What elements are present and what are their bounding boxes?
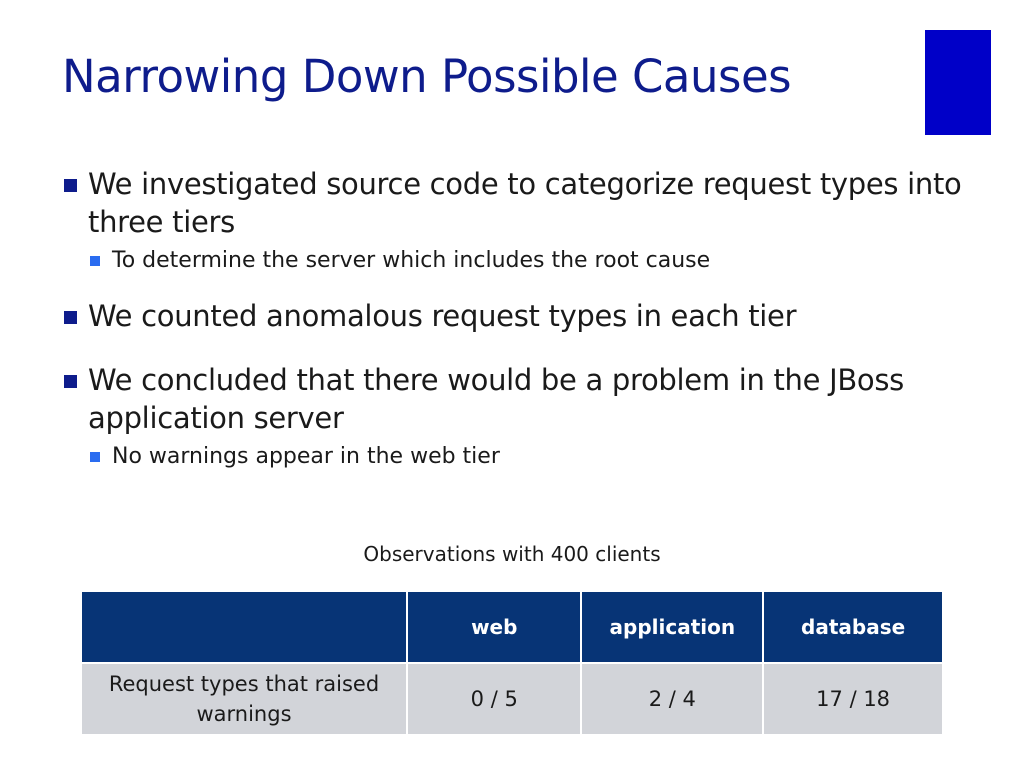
square-bullet-icon [64, 311, 77, 324]
bullet-item [62, 361, 962, 437]
bullet-text: We concluded that there would be a problem in the JBoss application server [88, 363, 904, 435]
bullet-text: We investigated source code to categorize request types into three tiers [88, 167, 962, 239]
sub-bullet-text: To determine the server which includes the root cause [112, 248, 711, 273]
observations-table [80, 590, 944, 736]
corner-accent-block [925, 30, 991, 135]
bullet-list [62, 165, 962, 471]
value-cell-application: 2 / 4 [581, 663, 763, 735]
row-label-cell: Request types that raised warnings [81, 663, 407, 735]
table-row [81, 663, 943, 735]
value-cell-web: 0 / 5 [407, 663, 581, 735]
bullet-text: We counted anomalous request types in each tier [88, 299, 797, 333]
square-sub-bullet-icon [90, 452, 100, 462]
header-cell-database: database [763, 591, 943, 663]
square-bullet-icon [64, 179, 77, 192]
bullet-item [62, 297, 962, 335]
table-header-row [81, 591, 943, 663]
bullet-item [62, 165, 962, 241]
value-cell-database: 17 / 18 [763, 663, 943, 735]
sub-bullet-item [90, 247, 962, 275]
header-cell-empty [81, 591, 407, 663]
table-caption: Observations with 400 clients [363, 542, 661, 566]
sub-bullet-text: No warnings appear in the web tier [112, 444, 500, 469]
square-bullet-icon [64, 375, 77, 388]
sub-bullet-item [90, 443, 962, 471]
header-cell-web: web [407, 591, 581, 663]
slide-title: Narrowing Down Possible Causes [62, 50, 792, 103]
header-cell-application: application [581, 591, 763, 663]
square-sub-bullet-icon [90, 256, 100, 266]
